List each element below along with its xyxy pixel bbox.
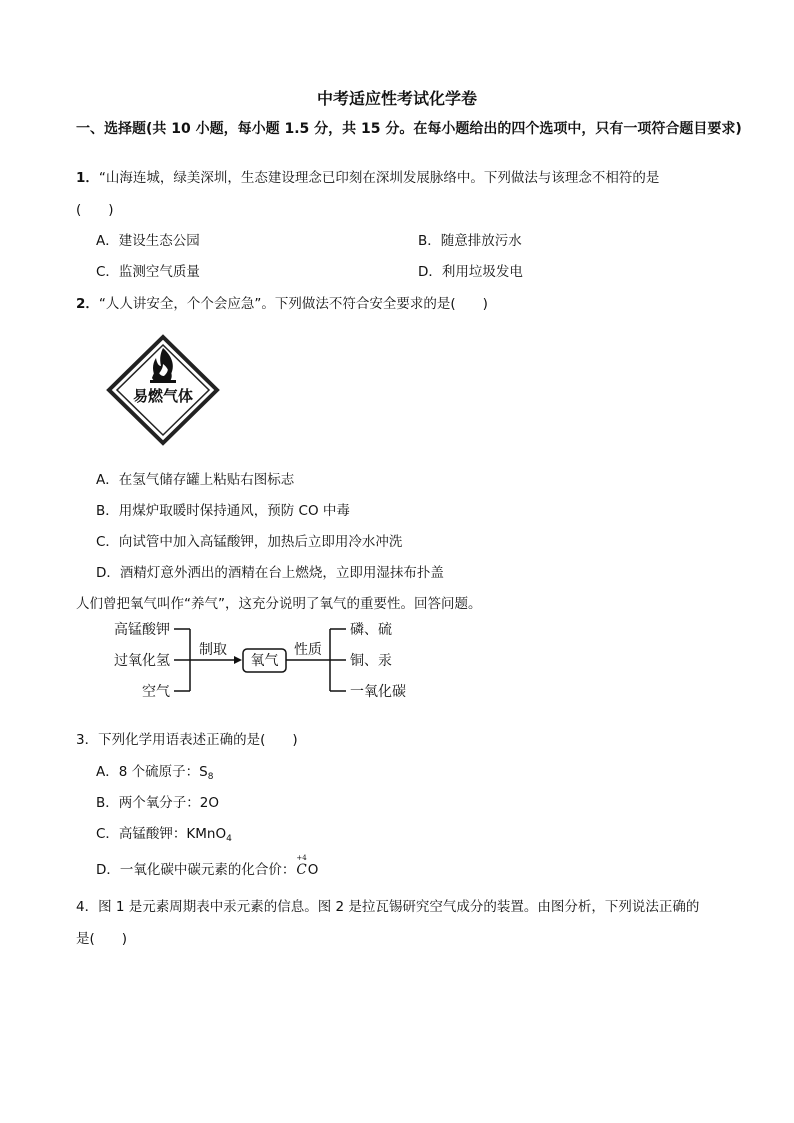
section-heading: 一、选择题(共 10 小题，每小题 1.5 分，共 15 分。在每小题给出的四个选项中，只有一项符合题目要求) [76,121,742,137]
reactant-item: 一氧化碳 [350,684,406,700]
question-2-stem [76,292,488,312]
question-text: 下列化学用语表述正确的是( ) [98,732,298,748]
option-b: B．用煤炉取暖时保持通风，预防 CO 中毒 [96,503,350,519]
option-text: O [307,862,319,878]
question-4-stem [76,895,699,915]
question-text: 图 1 是元素周期表中汞元素的信息。图 2 是拉瓦锡研究空气成分的装置。由图分析，下列说法正确的 [98,899,700,915]
option-b: B．随意排放污水 [418,233,522,249]
option-c: C．向试管中加入高锰酸钾，加热后立即用冷水冲洗 [96,534,403,550]
source-item: 过氧化氢 [114,653,170,669]
option-d [96,854,319,878]
question-text: “人人讲安全，个个会应急”。下列做法不符合安全要求的是( ) [98,296,488,312]
question-number: 1． [76,170,99,186]
answer-blank: ( ) [76,202,114,218]
sign-label: 易燃气体 [132,387,194,405]
option-c: C．监测空气质量 [96,264,200,280]
option-a [96,760,213,782]
option-a: A．在氢气储存罐上粘贴右图标志 [96,472,295,488]
question-3-stem [76,728,298,748]
center-label: 氧气 [250,653,279,669]
option-d: D．利用垃圾发电 [418,264,523,280]
page-title: 中考适应性考试化学卷 [316,89,477,108]
question-text: “山海连城，绿美深圳，生态建设理念已印刻在深圳发展脉络中。下列做法与该理念不相符的是 [98,170,660,186]
question-1-stem [76,166,659,186]
context-intro: 人们曾把氧气叫作“养气”，这充分说明了氧气的重要性。回答问题。 [76,596,482,612]
property-label: 性质 [294,642,322,658]
reactant-bracket [330,629,346,691]
oxygen-concept-diagram [100,616,420,708]
make-label: 制取 [199,642,227,658]
option-text: C．高锰酸钾：KMnO [96,826,227,842]
question-number: 2． [76,296,99,312]
question-number: 3． [76,732,99,748]
option-d: D．酒精灯意外洒出的酒精在台上燃烧，立即用湿抹布扑盖 [96,565,444,581]
option-b: B．两个氧分子：2O [96,795,219,811]
source-bracket [174,629,236,691]
arrow-icon [234,656,242,664]
valence-notation [296,854,307,878]
reactant-item: 磷、硫 [350,622,392,638]
source-item: 高锰酸钾 [114,622,170,638]
option-c [96,822,232,844]
question-4-continuation: 是( ) [76,931,128,947]
question-number: 4． [76,899,99,915]
valence-sign: +4 [296,854,307,862]
subscript: 4 [226,834,232,844]
subscript: 8 [207,772,214,782]
option-a: A．建设生态公园 [96,233,200,249]
source-item: 空气 [142,684,170,700]
flammable-gas-sign [106,334,220,446]
option-text: D．一氧化碳中碳元素的化合价： [96,862,296,878]
reactant-item: 铜、汞 [350,653,392,669]
element-symbol: C [296,862,307,878]
option-text: A．8 个硫原子：S [96,764,208,780]
